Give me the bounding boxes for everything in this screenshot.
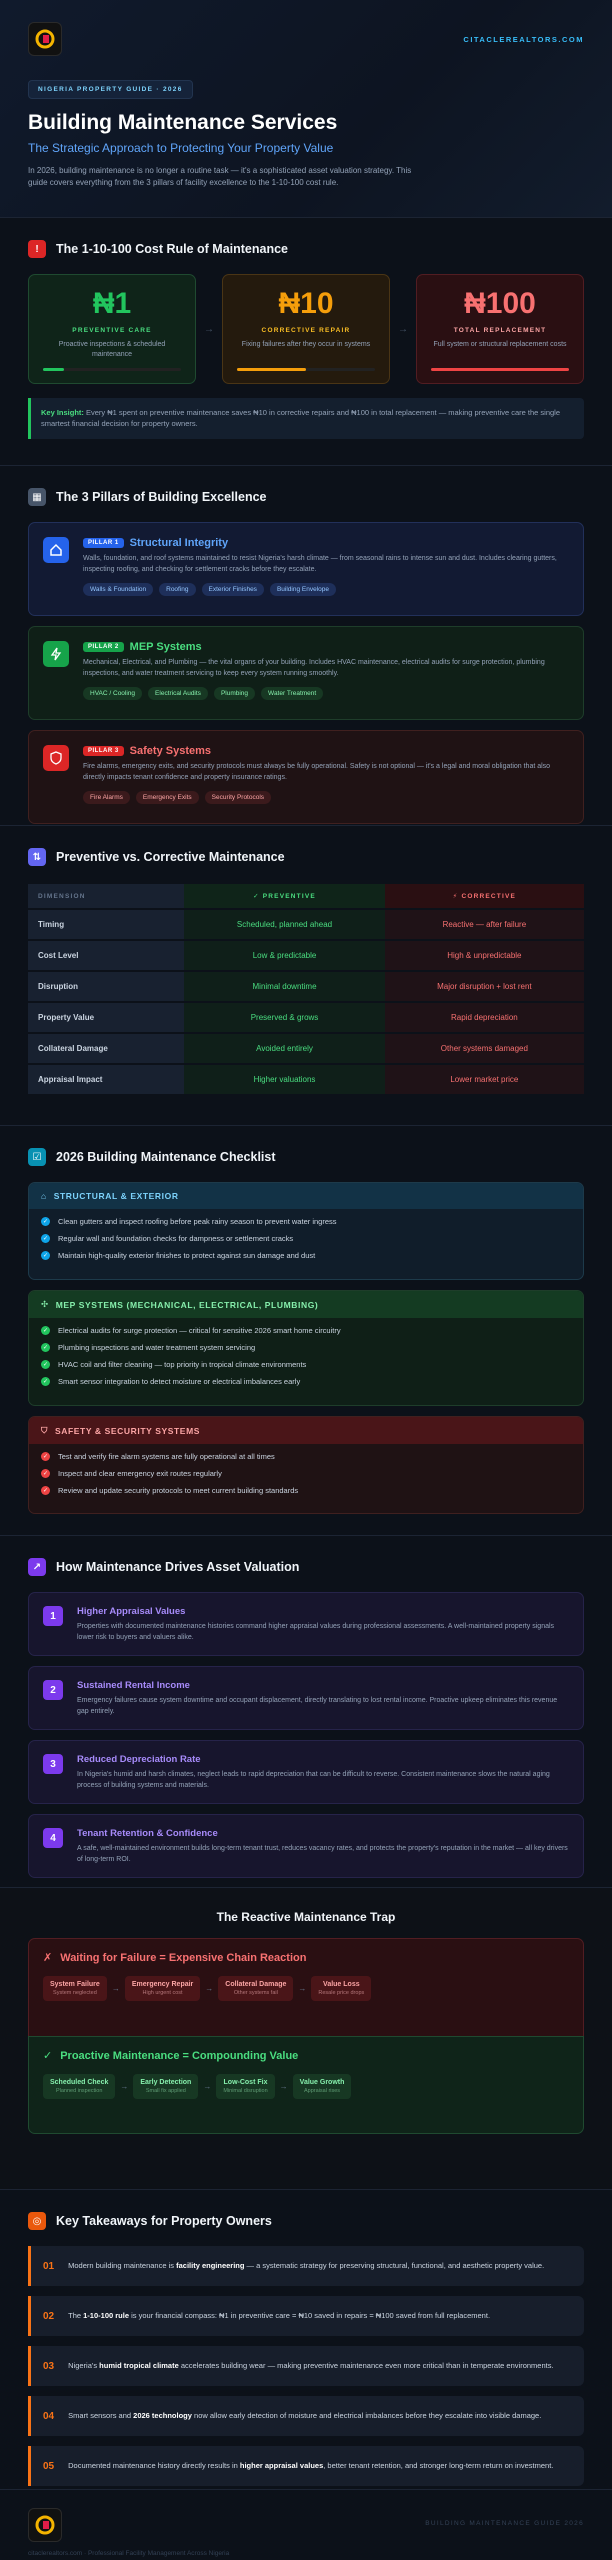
takeaway-item	[28, 2396, 584, 2436]
flow-node	[216, 2074, 274, 2099]
table-cell: High & unpredictable	[385, 941, 584, 970]
arrow-right-icon: →	[298, 1984, 307, 1993]
checklist-group-mep	[28, 1290, 584, 1406]
pillar-tag: Exterior Finishes	[202, 583, 264, 596]
table-cell: Timing	[28, 910, 184, 939]
item-text: Electrical audits for surge protection — critical for sensitive 2026 smart home circuitry	[58, 1326, 341, 1335]
flow-node	[133, 2074, 198, 2099]
intro-text: In 2026, building maintenance is no longer a routine task — it's a sophisticated asset valuation strategy. This guide covers everything from the 3 pillars of facility excellence to the 1-10-100 cost rule.	[28, 166, 412, 188]
takeaway-bold: facility engineering	[176, 2261, 245, 2271]
card-desc: Emergency failures cause system downtime and occupant displacement, directly translating to lost rental income. Proactive upkeep eliminates this revenue gap entirely.	[77, 1697, 558, 1715]
flow-node	[293, 2074, 352, 2099]
check-icon: ✓	[42, 1362, 49, 1368]
table-row	[28, 910, 584, 939]
footer-tagline: citaclerealtors.com · Professional Facility Management Across Nigeria	[28, 2550, 230, 2557]
pillar-tag: Security Protocols	[205, 791, 271, 804]
flow-node	[125, 1976, 200, 2001]
node-sub: System neglected	[53, 1990, 97, 1996]
check-icon: ✓	[42, 1328, 49, 1334]
pillar-mep	[28, 626, 584, 720]
valuation-section	[0, 1536, 612, 1888]
flow-node	[43, 2074, 115, 2099]
arrow-right-icon: →	[279, 2082, 288, 2091]
cost-bar	[43, 368, 181, 371]
node-title: Scheduled Check	[50, 2079, 109, 2086]
table-cell: Property Value	[28, 1003, 184, 1032]
checklist-group-structural	[28, 1182, 584, 1280]
pillar-tag: HVAC / Cooling	[83, 687, 142, 700]
check-icon: ✓	[42, 1253, 49, 1259]
pillar-desc: Mechanical, Electrical, and Plumbing — the vital organs of your building. Includes HVAC maintenance, electrical audits for surge protection, plumbing inspections, and water treatment servicing to keep every system running smoothly.	[83, 659, 545, 677]
checklist-group-safety	[28, 1416, 584, 1514]
home-icon	[43, 537, 69, 563]
table-cell: Collateral Damage	[28, 1034, 184, 1063]
pillar-title: Structural Integrity	[129, 537, 229, 549]
table-cell: Reactive — after failure	[385, 910, 584, 939]
valuation-card	[28, 1592, 584, 1656]
table-cell: Scheduled, planned ahead	[184, 910, 384, 939]
checklist-item[interactable]	[29, 1482, 583, 1499]
check-icon: ✓	[42, 1379, 49, 1385]
card-number: 1	[43, 1606, 63, 1626]
takeaway-text: , better tenant retention, and stronger long-term return on investment.	[323, 2461, 554, 2471]
check-icon: ✓	[42, 1454, 49, 1460]
takeaway-item	[28, 2346, 584, 2386]
node-sub: Appraisal rises	[303, 2088, 341, 2094]
checklist-item[interactable]	[29, 1322, 583, 1339]
pillars-section	[0, 466, 612, 826]
node-sub: High urgent cost	[142, 1990, 183, 1996]
takeaway-bold: 1-10-100 rule	[83, 2311, 130, 2321]
cost-value: ₦1	[92, 287, 132, 320]
takeaway-text: — a systematic strategy for preserving structural, functional, and aesthetic property value.	[244, 2261, 545, 2271]
pillar-number: PILLAR 1	[83, 538, 124, 548]
checklist-item[interactable]	[29, 1230, 583, 1247]
node-title: System Failure	[50, 1981, 100, 1988]
item-text: Clean gutters and inspect roofing before peak rainy season to prevent water ingress	[58, 1217, 337, 1226]
section-title: 2026 Building Maintenance Checklist	[56, 1150, 276, 1164]
insight-label: Key Insight:	[41, 408, 84, 417]
card-number: 3	[43, 1754, 63, 1774]
cost-value: ₦10	[278, 287, 334, 320]
card-desc: Properties with documented maintenance histories command higher appraisal values during professional assessments. A well-maintained property signals lower risk to buyers and valuers alike.	[77, 1623, 555, 1641]
gear-icon: ✣	[41, 1299, 49, 1309]
bolt-icon	[43, 641, 69, 667]
group-title: STRUCTURAL & EXTERIOR	[53, 1191, 179, 1201]
card-number: 4	[43, 1828, 63, 1848]
item-text: Smart sensor integration to detect moisture or electrical imbalances early	[58, 1377, 301, 1386]
section-title: The 1-10-100 Cost Rule of Maintenance	[56, 242, 289, 256]
takeaway-number: 03	[43, 2360, 55, 2372]
table-cell: Cost Level	[28, 941, 184, 970]
item-text: Regular wall and foundation checks for dampness or settlement cracks	[58, 1234, 294, 1243]
home-icon: ⌂	[41, 1191, 47, 1201]
node-title: Value Growth	[299, 2079, 345, 2086]
item-text: Maintain high-quality exterior finishes to protect against sun damage and dust	[58, 1251, 316, 1260]
takeaway-item	[28, 2446, 584, 2486]
flow-node	[218, 1976, 293, 2001]
cost-card-preventive	[28, 274, 196, 384]
takeaway-bold: 2026 technology	[133, 2411, 192, 2421]
node-title: Emergency Repair	[131, 1981, 194, 1988]
takeaway-number: 04	[43, 2410, 55, 2422]
footer-logo[interactable]	[28, 2508, 62, 2542]
pillar-safety	[28, 730, 584, 824]
item-text: Plumbing inspections and water treatment system servicing	[58, 1343, 256, 1352]
pillar-desc: Walls, foundation, and roof systems maintained to resist Nigeria's harsh climate — from seasonal rains to intense sun and dust. Includes clearing gutters, inspecting roofing, and checking for settlement cracks before they escalate.	[83, 555, 557, 573]
flow-node	[311, 1976, 371, 2001]
checklist-item[interactable]	[29, 1339, 583, 1356]
card-title: Sustained Rental Income	[77, 1680, 190, 1691]
card-title: Higher Appraisal Values	[77, 1606, 186, 1617]
node-title: Low-Cost Fix	[223, 2079, 268, 2086]
card-desc: A safe, well-maintained environment builds long-term tenant trust, reduces vacancy rates, and protects the property's reputation in the market — all key drivers of long-term ROI.	[77, 1845, 568, 1863]
takeaway-text: Nigeria's	[68, 2361, 100, 2371]
site-link[interactable]: CITACLEREALTORS.COM	[463, 34, 584, 44]
item-text: Inspect and clear emergency exit routes regularly	[58, 1469, 222, 1478]
takeaway-text: Documented maintenance history directly results in	[68, 2461, 240, 2471]
valuation-card	[28, 1740, 584, 1804]
cost-card-replacement	[416, 274, 584, 384]
group-title: MEP SYSTEMS (MECHANICAL, ELECTRICAL, PLUMBING)	[55, 1299, 319, 1310]
valuation-card	[28, 1814, 584, 1878]
arrow-right-icon: →	[398, 323, 408, 335]
pillar-number: PILLAR 2	[83, 642, 124, 652]
page-subtitle: The Strategic Approach to Protecting Your Property Value	[28, 141, 334, 155]
arrow-right-icon: →	[120, 2082, 129, 2091]
node-sub: Small fix applied	[145, 2088, 186, 2094]
node-sub: Minimal disruption	[223, 2088, 268, 2094]
comparison-section	[0, 826, 612, 1126]
takeaway-bold: higher appraisal values	[239, 2461, 324, 2471]
node-title: Collateral Damage	[225, 1981, 287, 1988]
arrow-right-icon: →	[205, 1984, 214, 1993]
arrow-right-icon: →	[111, 1984, 120, 1993]
pillar-title: Safety Systems	[129, 745, 211, 757]
table-cell: Rapid depreciation	[385, 1003, 584, 1032]
pillar-tag: Water Treatment	[261, 687, 323, 700]
table-row	[28, 1065, 584, 1094]
takeaway-item	[28, 2246, 584, 2286]
checklist-item[interactable]	[29, 1448, 583, 1465]
takeaway-text: now allow early detection of moisture and electrical imbalances before they escalate into visible damage.	[191, 2411, 542, 2421]
proactive-box	[28, 2036, 584, 2134]
checklist-item[interactable]	[29, 1373, 583, 1390]
check-icon: ✓	[42, 1345, 49, 1351]
cost-desc: Proactive inspections & scheduled maintenance	[58, 341, 166, 359]
cost-value: ₦100	[464, 287, 536, 320]
takeaway-text: The	[68, 2311, 84, 2321]
cost-rule-section	[0, 218, 612, 466]
table-cell: Minimal downtime	[184, 972, 384, 1001]
alert-icon: !	[28, 240, 46, 258]
node-sub: Other systems fail	[233, 1990, 278, 1996]
trap-section	[0, 1888, 612, 2190]
footer	[0, 2490, 612, 2560]
item-text: Review and update security protocols to meet current building standards	[58, 1486, 299, 1495]
node-title: Value Loss	[323, 1981, 360, 1988]
pillar-tag: Walls & Foundation	[83, 583, 153, 596]
table-cell: Higher valuations	[184, 1065, 384, 1094]
checklist-item[interactable]	[29, 1247, 583, 1264]
box-title: Proactive Maintenance = Compounding Value	[60, 2049, 299, 2062]
table-cell: Major disruption + lost rent	[385, 972, 584, 1001]
section-title: How Maintenance Drives Asset Valuation	[56, 1560, 300, 1574]
takeaway-text: is your financial compass: ₦1 in preventive care = ₦10 saved in repairs = ₦100 saved from full replacement.	[129, 2311, 491, 2321]
section-title: Preventive vs. Corrective Maintenance	[56, 850, 285, 864]
cost-label: PREVENTIVE CARE	[72, 327, 152, 334]
cost-desc: Fixing failures after they occur in systems	[241, 341, 371, 348]
pillar-title: MEP Systems	[129, 641, 202, 653]
section-title: The Reactive Maintenance Trap	[216, 1910, 396, 1924]
node-title: Early Detection	[140, 2079, 192, 2086]
node-sub: Resale price drops	[318, 1990, 365, 1996]
check-icon: ✓	[43, 2050, 53, 2062]
pillar-tag: Plumbing	[214, 687, 255, 700]
table-row	[28, 972, 584, 1001]
check-icon: ✓	[42, 1471, 49, 1477]
company-logo[interactable]	[28, 22, 62, 56]
card-title: Tenant Retention & Confidence	[77, 1828, 218, 1839]
comparison-table	[28, 882, 584, 1096]
cost-bar	[237, 368, 375, 371]
pillar-tag: Electrical Audits	[148, 687, 208, 700]
pillar-tag: Emergency Exits	[136, 791, 199, 804]
key-insight	[28, 398, 584, 439]
pillar-structural	[28, 522, 584, 616]
section-title: The 3 Pillars of Building Excellence	[56, 490, 267, 504]
takeaway-text: accelerates building wear — making preventive maintenance even more critical than in temperate environments.	[178, 2361, 554, 2371]
pillar-tag: Fire Alarms	[83, 791, 130, 804]
cost-bar	[431, 368, 569, 371]
pillar-desc: Fire alarms, emergency exits, and security protocols must always be fully operational. Safety is not optional — it's a legal and moral obligation that also directly impacts tenant confidence and property insurance ratings.	[83, 763, 551, 781]
takeaway-text: Smart sensors and	[68, 2411, 134, 2421]
takeaway-number: 05	[43, 2460, 55, 2472]
takeaway-bold: humid tropical climate	[99, 2361, 179, 2371]
pillar-tag: Roofing	[159, 583, 195, 596]
check-icon: ✓	[42, 1488, 49, 1494]
footer-label: BUILDING MAINTENANCE GUIDE 2026	[425, 2520, 584, 2527]
trend-up-icon: ↗	[28, 1558, 46, 1576]
takeaway-number: 02	[43, 2310, 55, 2322]
cost-desc: Full system or structural replacement costs	[433, 341, 567, 348]
page-title: Building Maintenance Services	[28, 111, 338, 134]
table-row	[28, 1003, 584, 1032]
card-title: Reduced Depreciation Rate	[77, 1754, 201, 1765]
building-icon: ▦	[28, 488, 46, 506]
arrow-right-icon: →	[204, 323, 214, 335]
guide-tag: NIGERIA PROPERTY GUIDE · 2026	[28, 80, 193, 99]
check-icon: ✓	[42, 1236, 49, 1242]
table-cell: Low & predictable	[184, 941, 384, 970]
clipboard-icon: ☑	[28, 1148, 46, 1166]
takeaways-section	[0, 2190, 612, 2490]
arrow-right-icon: →	[203, 2082, 212, 2091]
flow-node	[43, 1976, 107, 2001]
table-cell: Other systems damaged	[385, 1034, 584, 1063]
cross-icon: ✗	[43, 1952, 53, 1964]
table-header: ⚡ CORRECTIVE	[385, 884, 584, 908]
target-icon: ◎	[28, 2212, 46, 2230]
shield-icon: ⛉	[41, 1425, 48, 1435]
table-cell: Appraisal Impact	[28, 1065, 184, 1094]
group-title: SAFETY & SECURITY SYSTEMS	[54, 1425, 201, 1436]
card-desc: In Nigeria's humid and harsh climates, neglect leads to rapid depreciation that can be difficult to reverse. Consistent maintenance slows the natural aging process of building systems and materials.	[77, 1771, 550, 1789]
table-cell: Avoided entirely	[184, 1034, 384, 1063]
compare-icon: ⇅	[28, 848, 46, 866]
takeaway-text: Modern building maintenance is	[68, 2261, 177, 2271]
pillar-number: PILLAR 3	[83, 746, 124, 756]
table-header: DIMENSION	[28, 884, 184, 908]
reactive-box	[28, 1938, 584, 2036]
insight-text: Every ₦1 spent on preventive maintenance saves ₦10 in corrective repairs and ₦100 in total replacement — making preventive care the single smartest financial decision for property owners.	[41, 408, 561, 429]
item-text: HVAC coil and filter cleaning — top priority in tropical climate environments	[58, 1360, 307, 1369]
table-row	[28, 1034, 584, 1063]
table-cell: Preserved & grows	[184, 1003, 384, 1032]
pillar-tag: Building Envelope	[270, 583, 336, 596]
cost-card-corrective	[222, 274, 390, 384]
checklist-item[interactable]	[29, 1356, 583, 1373]
shield-icon	[43, 745, 69, 771]
cost-label: TOTAL REPLACEMENT	[453, 327, 547, 334]
item-text: Test and verify fire alarm systems are fully operational at all times	[58, 1452, 275, 1461]
table-header: ✓ PREVENTIVE	[184, 884, 384, 908]
checklist-section	[0, 1126, 612, 1536]
box-title: Waiting for Failure = Expensive Chain Reaction	[60, 1951, 307, 1964]
takeaway-item	[28, 2296, 584, 2336]
valuation-card	[28, 1666, 584, 1730]
node-sub: Planned inspection	[55, 2088, 103, 2094]
table-row	[28, 941, 584, 970]
table-cell: Lower market price	[385, 1065, 584, 1094]
check-icon: ✓	[42, 1219, 49, 1225]
table-cell: Disruption	[28, 972, 184, 1001]
cost-label: CORRECTIVE REPAIR	[261, 327, 351, 334]
takeaway-number: 01	[43, 2260, 55, 2272]
checklist-item[interactable]	[29, 1213, 583, 1230]
checklist-item[interactable]	[29, 1465, 583, 1482]
section-title: Key Takeaways for Property Owners	[56, 2214, 272, 2228]
card-number: 2	[43, 1680, 63, 1700]
hero-section	[0, 0, 612, 218]
